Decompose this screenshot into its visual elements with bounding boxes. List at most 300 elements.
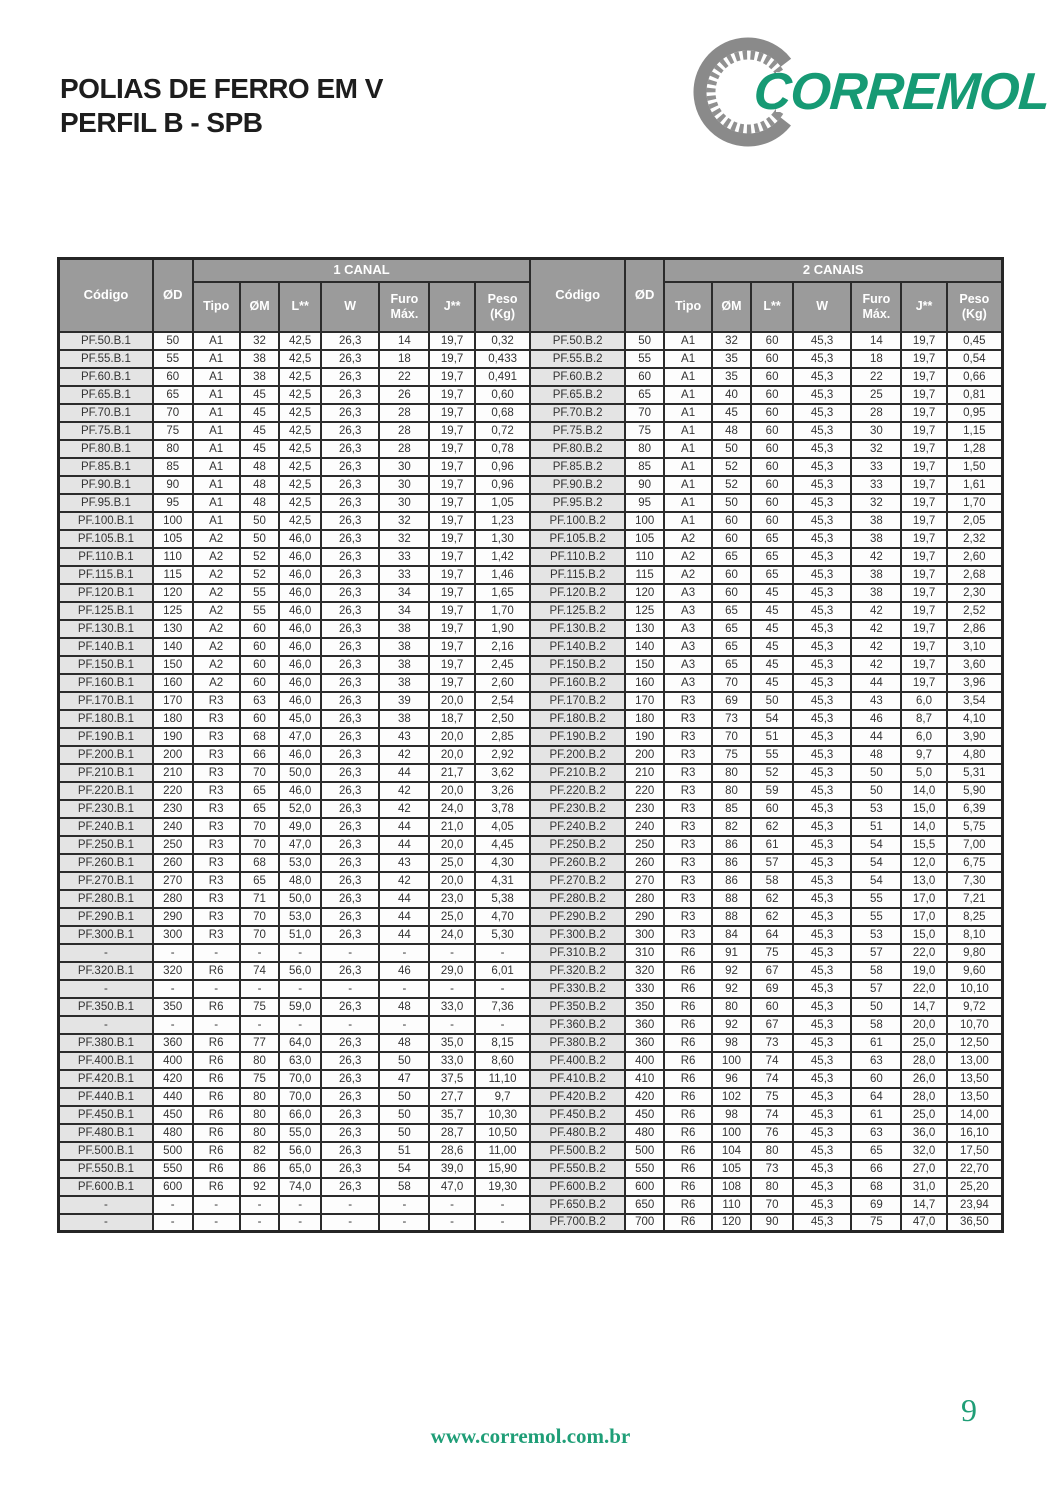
table-cell: 26,3 <box>321 854 380 872</box>
table-cell: 38 <box>851 566 901 584</box>
table-cell: 52,0 <box>279 800 321 818</box>
table-cell: 73 <box>751 1034 793 1052</box>
table-cell: 19,7 <box>429 332 474 350</box>
table-cell: 65,0 <box>279 1160 321 1178</box>
table-cell: 170 <box>625 692 665 710</box>
table-cell: R3 <box>193 926 240 944</box>
table-row <box>59 1070 1003 1088</box>
table-cell: 60 <box>751 368 793 386</box>
table-cell: 42 <box>851 656 901 674</box>
table-cell: 45,3 <box>793 728 852 746</box>
table-cell: PF.400.B.1 <box>59 1052 153 1070</box>
table-cell: R6 <box>664 980 711 998</box>
table-cell: 26,3 <box>321 818 380 836</box>
table-cell: 10,50 <box>475 1124 531 1142</box>
table-cell: 30 <box>379 476 429 494</box>
table-cell: 65 <box>625 386 665 404</box>
table-cell: 20,0 <box>901 1016 946 1034</box>
table-cell: 65 <box>712 620 752 638</box>
table-cell: 7,21 <box>947 890 1003 908</box>
table-cell: 32 <box>851 440 901 458</box>
table-cell: 51,0 <box>279 926 321 944</box>
table-cell: - <box>279 1016 321 1034</box>
table-cell: 170 <box>153 692 193 710</box>
table-cell: 65 <box>712 602 752 620</box>
table-cell: PF.230.B.2 <box>530 800 624 818</box>
table-cell: 45,3 <box>793 530 852 548</box>
table-cell: 60 <box>751 512 793 530</box>
table-cell: PF.120.B.2 <box>530 584 624 602</box>
table-cell: 19,30 <box>475 1178 531 1196</box>
table-cell: A1 <box>664 386 711 404</box>
table-cell: 26 <box>379 386 429 404</box>
table-cell: PF.70.B.1 <box>59 404 153 422</box>
table-cell: R6 <box>193 1178 240 1196</box>
table-cell: PF.115.B.1 <box>59 566 153 584</box>
table-cell: R6 <box>664 944 711 962</box>
table-cell: 47,0 <box>279 728 321 746</box>
table-cell: 45,3 <box>793 710 852 728</box>
table-cell: R3 <box>664 890 711 908</box>
table-cell: 60 <box>712 566 752 584</box>
table-cell: 56,0 <box>279 962 321 980</box>
table-cell: 240 <box>625 818 665 836</box>
table-cell: 42 <box>379 800 429 818</box>
table-cell: A1 <box>193 512 240 530</box>
table-cell: 13,50 <box>947 1070 1003 1088</box>
table-cell: PF.80.B.1 <box>59 440 153 458</box>
table-cell: R6 <box>193 1142 240 1160</box>
table-cell: 57 <box>851 944 901 962</box>
table-cell: 60 <box>240 710 280 728</box>
table-cell: PF.140.B.1 <box>59 638 153 656</box>
table-cell: 25,0 <box>901 1106 946 1124</box>
table-cell: 20,0 <box>429 872 474 890</box>
table-cell: 210 <box>625 764 665 782</box>
col-header-peso-1: Peso (Kg) <box>475 282 531 332</box>
table-cell: R3 <box>193 836 240 854</box>
table-cell: 19,7 <box>429 620 474 638</box>
table-cell: - <box>321 1214 380 1232</box>
table-cell: 19,7 <box>429 638 474 656</box>
table-cell: - <box>279 1196 321 1214</box>
table-cell: 0,72 <box>475 422 531 440</box>
table-cell: 86 <box>240 1160 280 1178</box>
table-cell: 19,7 <box>901 602 946 620</box>
col-header-furo-max-1: Furo Máx. <box>379 282 429 332</box>
table-cell: 45,3 <box>793 1034 852 1052</box>
table-cell: - <box>475 1016 531 1034</box>
table-cell: PF.420.B.1 <box>59 1070 153 1088</box>
table-cell: 38 <box>379 674 429 692</box>
table-cell: 110 <box>153 548 193 566</box>
table-cell: 28 <box>379 404 429 422</box>
table-cell: PF.320.B.1 <box>59 962 153 980</box>
table-cell: 22,0 <box>901 944 946 962</box>
table-cell: 38 <box>851 512 901 530</box>
table-cell: 45,3 <box>793 692 852 710</box>
table-cell: 33 <box>379 566 429 584</box>
table-cell: 19,7 <box>901 512 946 530</box>
table-row <box>59 602 1003 620</box>
table-cell: 55 <box>751 746 793 764</box>
table-cell: 19,7 <box>901 458 946 476</box>
table-cell: R3 <box>193 890 240 908</box>
table-cell: 0,78 <box>475 440 531 458</box>
table-cell: 240 <box>153 818 193 836</box>
table-cell: 290 <box>625 908 665 926</box>
table-cell: R6 <box>193 998 240 1016</box>
table-row <box>59 854 1003 872</box>
table-cell: 60 <box>851 1070 901 1088</box>
table-cell: 33 <box>379 548 429 566</box>
table-cell: 98 <box>712 1106 752 1124</box>
table-row <box>59 1160 1003 1178</box>
table-cell: 19,7 <box>429 566 474 584</box>
table-cell: R6 <box>664 1016 711 1034</box>
table-cell: 19,7 <box>429 494 474 512</box>
table-header <box>59 259 1003 332</box>
table-cell: 2,52 <box>947 602 1003 620</box>
table-cell: 4,05 <box>475 818 531 836</box>
page-title-line2: PERFIL B - SPB <box>60 107 263 139</box>
table-cell: 60 <box>240 656 280 674</box>
table-cell: 90 <box>625 476 665 494</box>
table-cell: 22 <box>379 368 429 386</box>
table-cell: 26,3 <box>321 620 380 638</box>
table-cell: PF.420.B.2 <box>530 1088 624 1106</box>
col-header-codigo-2: Código <box>530 259 624 332</box>
table-cell: 52 <box>712 476 752 494</box>
table-row <box>59 1088 1003 1106</box>
table-cell: 48 <box>240 458 280 476</box>
table-cell: 58 <box>379 1178 429 1196</box>
table-cell: 350 <box>153 998 193 1016</box>
table-cell: 45,3 <box>793 818 852 836</box>
table-cell: 26,3 <box>321 800 380 818</box>
col-header-w-2: W <box>793 282 852 332</box>
table-row <box>59 1196 1003 1214</box>
table-cell: - <box>59 1016 153 1034</box>
table-cell: 110 <box>712 1196 752 1214</box>
table-cell: R3 <box>193 782 240 800</box>
table-cell: PF.60.B.1 <box>59 368 153 386</box>
table-cell: 45,3 <box>793 854 852 872</box>
table-cell: 50 <box>712 440 752 458</box>
table-cell: 60 <box>240 674 280 692</box>
table-cell: 26,3 <box>321 386 380 404</box>
table-cell: 46,0 <box>279 692 321 710</box>
table-cell: 50 <box>625 332 665 350</box>
table-cell: PF.280.B.1 <box>59 890 153 908</box>
table-cell: R3 <box>193 746 240 764</box>
table-cell: R3 <box>193 764 240 782</box>
table-cell: 39,0 <box>429 1160 474 1178</box>
table-cell: 44 <box>379 908 429 926</box>
table-cell: PF.180.B.2 <box>530 710 624 728</box>
table-cell: 0,81 <box>947 386 1003 404</box>
table-cell: 14 <box>379 332 429 350</box>
table-row <box>59 638 1003 656</box>
table-cell: - <box>321 1196 380 1214</box>
table-cell: 68 <box>240 728 280 746</box>
table-cell: 290 <box>153 908 193 926</box>
table-cell: 9,60 <box>947 962 1003 980</box>
col-header-tipo-2: Tipo <box>664 282 711 332</box>
table-cell: 46,0 <box>279 746 321 764</box>
table-cell: 550 <box>153 1160 193 1178</box>
table-cell: PF.95.B.2 <box>530 494 624 512</box>
table-cell: - <box>475 1214 531 1232</box>
table-cell: 5,30 <box>475 926 531 944</box>
table-cell: PF.115.B.2 <box>530 566 624 584</box>
col-header-w-1: W <box>321 282 380 332</box>
table-cell: 27,7 <box>429 1088 474 1106</box>
table-cell: 11,00 <box>475 1142 531 1160</box>
table-cell: 36,0 <box>901 1124 946 1142</box>
table-cell: PF.330.B.2 <box>530 980 624 998</box>
table-cell: 70 <box>240 818 280 836</box>
table-cell: 19,7 <box>901 656 946 674</box>
table-cell: 53,0 <box>279 854 321 872</box>
table-cell: PF.600.B.1 <box>59 1178 153 1196</box>
table-cell: 130 <box>625 620 665 638</box>
table-cell: A2 <box>664 566 711 584</box>
table-cell: 60 <box>625 368 665 386</box>
table-cell: 60 <box>751 440 793 458</box>
table-cell: 68 <box>851 1178 901 1196</box>
table-row <box>59 944 1003 962</box>
table-cell: 45,3 <box>793 1160 852 1178</box>
table-row <box>59 1142 1003 1160</box>
table-cell: 80 <box>712 782 752 800</box>
table-cell: 45,3 <box>793 980 852 998</box>
table-cell: A2 <box>193 638 240 656</box>
table-cell: 28,7 <box>429 1124 474 1142</box>
table-cell: PF.270.B.2 <box>530 872 624 890</box>
table-cell: 300 <box>625 926 665 944</box>
table-cell: 5,0 <box>901 764 946 782</box>
table-cell: 70 <box>240 836 280 854</box>
table-cell: 77 <box>240 1034 280 1052</box>
table-cell: 550 <box>625 1160 665 1178</box>
table-cell: 125 <box>625 602 665 620</box>
table-cell: 28,0 <box>901 1088 946 1106</box>
table-cell: 54 <box>851 872 901 890</box>
table-cell: 200 <box>625 746 665 764</box>
table-cell: 60 <box>751 476 793 494</box>
table-cell: 26,3 <box>321 476 380 494</box>
table-cell: 15,90 <box>475 1160 531 1178</box>
table-cell: 85 <box>625 458 665 476</box>
table-cell: 65 <box>240 800 280 818</box>
table-cell: 60 <box>751 494 793 512</box>
table-cell: PF.310.B.2 <box>530 944 624 962</box>
table-cell: PF.95.B.1 <box>59 494 153 512</box>
table-cell: 19,7 <box>901 620 946 638</box>
table-cell: 3,78 <box>475 800 531 818</box>
table-cell: 65 <box>240 872 280 890</box>
table-cell: 20,0 <box>429 746 474 764</box>
table-cell: PF.55.B.1 <box>59 350 153 368</box>
table-cell: PF.100.B.1 <box>59 512 153 530</box>
table-cell: PF.600.B.2 <box>530 1178 624 1196</box>
table-cell: 18,7 <box>429 710 474 728</box>
table-cell: PF.220.B.1 <box>59 782 153 800</box>
table-cell: - <box>279 944 321 962</box>
table-cell: 19,7 <box>901 674 946 692</box>
table-cell: 38 <box>379 638 429 656</box>
table-cell: 45,3 <box>793 836 852 854</box>
table-cell: PF.480.B.1 <box>59 1124 153 1142</box>
table-cell: R6 <box>664 1034 711 1052</box>
table-cell: 19,7 <box>901 566 946 584</box>
table-cell: 26,3 <box>321 350 380 368</box>
table-cell: 45,3 <box>793 764 852 782</box>
table-cell: PF.200.B.2 <box>530 746 624 764</box>
table-cell: PF.300.B.1 <box>59 926 153 944</box>
table-cell: R3 <box>664 764 711 782</box>
table-cell: 42,5 <box>279 350 321 368</box>
table-cell: 19,7 <box>429 548 474 566</box>
table-cell: 0,45 <box>947 332 1003 350</box>
table-cell: R6 <box>664 1052 711 1070</box>
table-cell: 45 <box>751 584 793 602</box>
table-row <box>59 1106 1003 1124</box>
table-cell: 80 <box>712 764 752 782</box>
table-cell: PF.450.B.2 <box>530 1106 624 1124</box>
table-cell: 38 <box>240 368 280 386</box>
table-cell: 600 <box>153 1178 193 1196</box>
table-cell: 42 <box>851 620 901 638</box>
table-cell: A1 <box>193 440 240 458</box>
table-cell: 120 <box>625 584 665 602</box>
table-cell: PF.110.B.1 <box>59 548 153 566</box>
table-cell: 16,10 <box>947 1124 1003 1142</box>
table-cell: 26,3 <box>321 1052 380 1070</box>
table-cell: 19,0 <box>901 962 946 980</box>
table-cell: 28,6 <box>429 1142 474 1160</box>
table-cell: 14,7 <box>901 998 946 1016</box>
table-cell: 47 <box>379 1070 429 1088</box>
table-cell: 42 <box>379 746 429 764</box>
table-cell: 26,3 <box>321 332 380 350</box>
table-cell: 320 <box>625 962 665 980</box>
table-cell: PF.170.B.2 <box>530 692 624 710</box>
table-cell: 280 <box>153 890 193 908</box>
table-cell: 420 <box>625 1088 665 1106</box>
table-cell: R6 <box>193 1088 240 1106</box>
table-cell: 51 <box>851 818 901 836</box>
table-cell: 150 <box>153 656 193 674</box>
website-url: www.corremol.com.br <box>430 1424 631 1448</box>
table-cell: 320 <box>153 962 193 980</box>
table-cell: R3 <box>193 710 240 728</box>
table-row <box>59 494 1003 512</box>
table-cell: 420 <box>153 1070 193 1088</box>
table-cell: 8,10 <box>947 926 1003 944</box>
table-row <box>59 800 1003 818</box>
table-cell: - <box>240 1214 280 1232</box>
table-cell: - <box>59 1196 153 1214</box>
table-cell: 61 <box>851 1106 901 1124</box>
table-cell: 5,75 <box>947 818 1003 836</box>
table-row <box>59 422 1003 440</box>
table-cell: 45,3 <box>793 386 852 404</box>
table-cell: PF.410.B.2 <box>530 1070 624 1088</box>
table-cell: 3,10 <box>947 638 1003 656</box>
table-cell: 85 <box>153 458 193 476</box>
table-cell: 19,7 <box>429 440 474 458</box>
table-cell: 88 <box>712 908 752 926</box>
table-cell: 65 <box>240 782 280 800</box>
table-cell: 70 <box>625 404 665 422</box>
table-cell: PF.130.B.2 <box>530 620 624 638</box>
table-cell: 45 <box>240 404 280 422</box>
table-cell: 46,0 <box>279 584 321 602</box>
table-cell: 19,7 <box>429 674 474 692</box>
table-cell: PF.550.B.2 <box>530 1160 624 1178</box>
table-cell: 92 <box>240 1178 280 1196</box>
table-cell: 66 <box>240 746 280 764</box>
table-cell: 30 <box>851 422 901 440</box>
table-cell: 19,7 <box>429 602 474 620</box>
table-cell: 55 <box>625 350 665 368</box>
table-cell: A3 <box>664 602 711 620</box>
table-cell: 50 <box>240 530 280 548</box>
table-cell: 50 <box>379 1088 429 1106</box>
table-cell: R6 <box>664 1070 711 1088</box>
table-cell: 9,80 <box>947 944 1003 962</box>
table-cell: PF.380.B.1 <box>59 1034 153 1052</box>
table-cell: A2 <box>664 530 711 548</box>
table-cell: R3 <box>664 800 711 818</box>
table-cell: 75 <box>153 422 193 440</box>
table-cell: A1 <box>193 368 240 386</box>
table-cell: A1 <box>664 494 711 512</box>
col-header-tipo-1: Tipo <box>193 282 240 332</box>
table-cell: 42 <box>379 872 429 890</box>
table-cell: 55 <box>240 584 280 602</box>
table-cell: 26,3 <box>321 530 380 548</box>
table-cell: 44 <box>379 836 429 854</box>
table-cell: 440 <box>153 1088 193 1106</box>
table-cell: 3,54 <box>947 692 1003 710</box>
table-cell: 46,0 <box>279 530 321 548</box>
table-cell: 95 <box>625 494 665 512</box>
table-cell: 0,32 <box>475 332 531 350</box>
table-cell: 90 <box>751 1214 793 1232</box>
table-cell: - <box>475 1196 531 1214</box>
table-cell: 300 <box>153 926 193 944</box>
table-cell: PF.125.B.1 <box>59 602 153 620</box>
table-cell: PF.120.B.1 <box>59 584 153 602</box>
table-cell: 58 <box>751 872 793 890</box>
table-cell: 1,50 <box>947 458 1003 476</box>
table-cell: 42 <box>379 782 429 800</box>
table-cell: 42 <box>851 548 901 566</box>
table-cell: 69 <box>851 1196 901 1214</box>
corremol-logo <box>688 28 1052 158</box>
table-cell: 400 <box>153 1052 193 1070</box>
table-cell: 50,0 <box>279 764 321 782</box>
table-cell: R6 <box>664 962 711 980</box>
table-cell: - <box>279 980 321 998</box>
table-cell: 1,70 <box>947 494 1003 512</box>
table-cell: 64,0 <box>279 1034 321 1052</box>
table-cell: 160 <box>625 674 665 692</box>
table-cell: 45,3 <box>793 494 852 512</box>
